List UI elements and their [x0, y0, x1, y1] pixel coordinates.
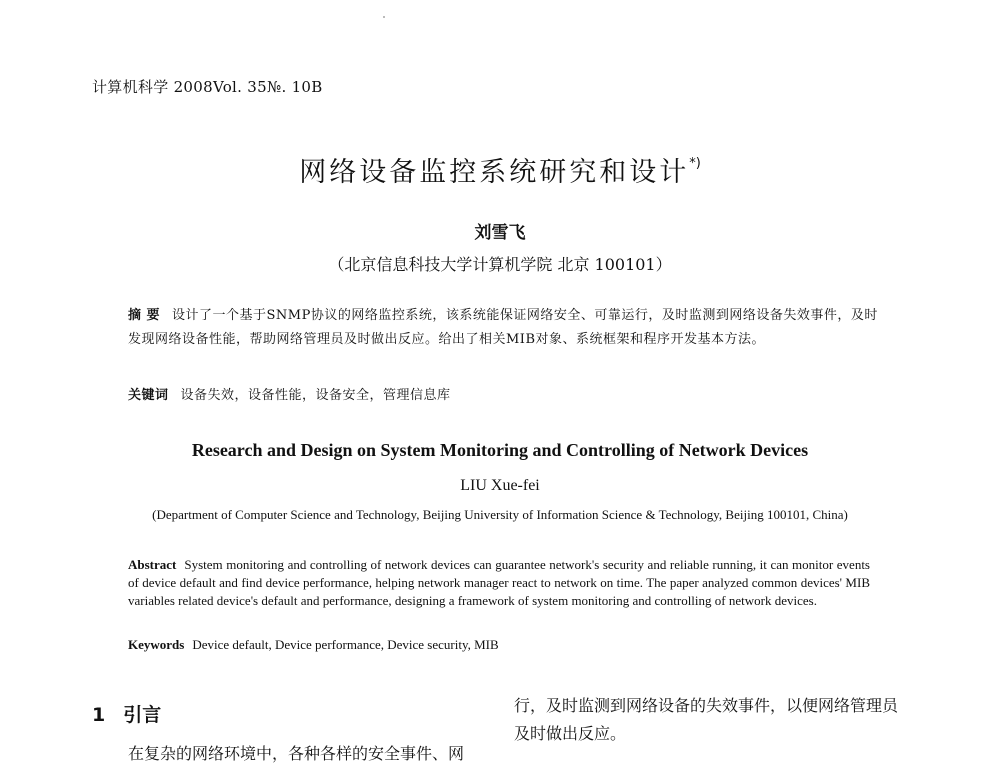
- keywords-cn-label: 关键词: [128, 388, 169, 403]
- section-heading: [92, 700, 161, 727]
- title-text: 网络设备监控系统研究和设计: [299, 157, 690, 188]
- author-cn: 刘雪飞: [474, 223, 526, 243]
- paper-title-en: Research and Design on System Monitoring and Controlling of Network Devices: [191, 440, 809, 460]
- section-number: 1: [92, 704, 106, 726]
- affiliation-cn: （北京信息科技大学计算机学院 北京 100101）: [328, 255, 672, 274]
- keywords-en-text: Device default, Device performance, Device security, MIB: [192, 637, 499, 652]
- abstract-cn: [128, 304, 888, 352]
- abstract-cn-label: 摘 要: [128, 308, 161, 323]
- title-footnote-mark: *): [689, 156, 701, 171]
- keywords-en: [128, 637, 499, 653]
- journal-header: 计算机科学 2008Vol. 35№. 10B: [92, 78, 323, 96]
- author-en: LIU Xue-fei: [460, 477, 540, 494]
- keywords-cn: [128, 384, 451, 403]
- section-title: 引言: [123, 704, 162, 726]
- scan-speck: [383, 16, 385, 18]
- abstract-en-label: Abstract: [128, 557, 177, 572]
- keywords-en-label: Keywords: [128, 637, 185, 652]
- abstract-cn-text: 设计了一个基于SNMP协议的网络监控系统，该系统能保证网络安全、可靠运行，及时监测到网络设备失效事件，及时发现网络设备性能，帮助网络管理员及时做出反应。给出了相关MIB对象、系统框架和程序开发基本方法。: [128, 308, 878, 347]
- abstract-en-text: System monitoring and controlling of network devices can guarantee network's security and reliable running, it can monitor events of device default and find device performance, helping network manager react to network on time. The paper analyzed common devices' MIB variables related device's default and performance, designing a framework of system monitoring and controlling of network devices.: [128, 557, 870, 608]
- body-left-column: 在复杂的网络环境中，各种各样的安全事件、网: [128, 744, 465, 763]
- keywords-cn-text: 设备失效，设备性能，设备安全，管理信息库: [180, 388, 451, 403]
- paper-title-cn: [0, 150, 1000, 189]
- abstract-en: [128, 556, 870, 610]
- body-right-column: 行，及时监测到网络设备的失效事件，以便网络管理员及时做出反应。: [514, 696, 899, 743]
- affiliation-en: (Department of Computer Science and Technology, Beijing University of Information Science & Technology, Beijing 100101, China): [152, 507, 848, 522]
